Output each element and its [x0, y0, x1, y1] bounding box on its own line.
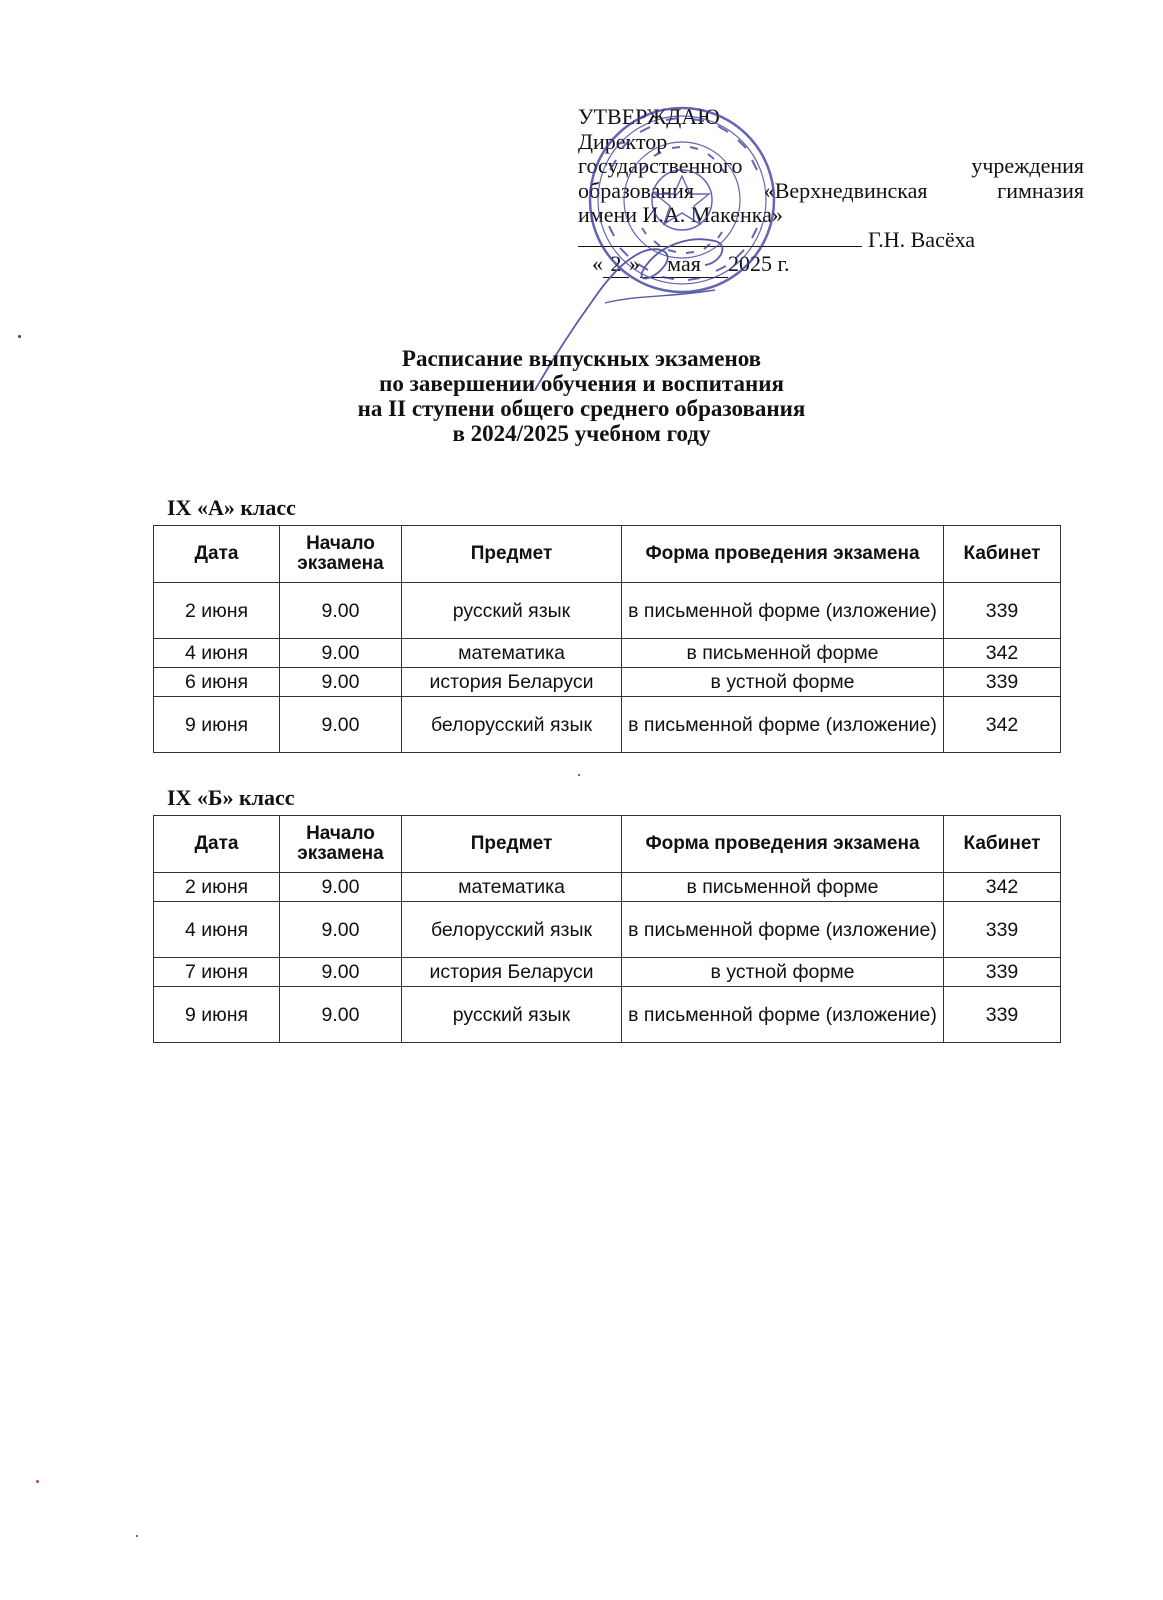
column-header-date: Дата [154, 816, 280, 873]
cell-room: 339 [944, 902, 1061, 958]
table-row [154, 697, 1061, 753]
table-header-row [154, 526, 1061, 583]
cell-subject: история Беларуси [402, 668, 622, 697]
cell-room: 342 [944, 697, 1061, 753]
cell-form: в устной форме [622, 668, 944, 697]
cell-date: 4 июня [154, 639, 280, 668]
cell-date: 6 июня [154, 668, 280, 697]
table-row [154, 873, 1061, 902]
column-header-start: Начало экзамена [280, 816, 402, 873]
cell-subject: русский язык [402, 583, 622, 639]
cell-room: 339 [944, 987, 1061, 1043]
cell-form: в устной форме [622, 958, 944, 987]
institution-line-3: имени И.А. Макенка» [578, 202, 783, 227]
cell-start: 9.00 [280, 639, 402, 668]
cell-form: в письменной форме [622, 639, 944, 668]
class-a-heading: IX «А» класс [167, 495, 296, 520]
scan-speck [36, 1480, 39, 1483]
column-header-subject: Предмет [402, 816, 622, 873]
cell-subject: белорусский язык [402, 697, 622, 753]
cell-room: 342 [944, 639, 1061, 668]
cell-subject: история Беларуси [402, 958, 622, 987]
approval-date: « 2 » мая 2025 г. [592, 251, 790, 276]
approve-label: УТВЕРЖДАЮ [578, 104, 720, 129]
cell-start: 9.00 [280, 697, 402, 753]
date-year: 2025 г. [728, 251, 790, 276]
title-line-3: на II ступени общего среднего образования [357, 396, 806, 421]
title-line-4: в 2024/2025 учебном году [452, 421, 711, 446]
cell-subject: математика [402, 873, 622, 902]
cell-start: 9.00 [280, 583, 402, 639]
director-position: Директор [578, 128, 668, 154]
table-row [154, 668, 1061, 697]
table-row [154, 987, 1061, 1043]
cell-date: 4 июня [154, 902, 280, 958]
cell-subject: белорусский язык [402, 902, 622, 958]
class-a-schedule-table [153, 525, 1061, 753]
director-name: Г.Н. Васёха [868, 226, 976, 252]
table-row [154, 958, 1061, 987]
cell-start: 9.00 [280, 958, 402, 987]
class-b-schedule-table [153, 815, 1061, 1043]
cell-subject: русский язык [402, 987, 622, 1043]
table-row [154, 902, 1061, 958]
cell-room: 339 [944, 958, 1061, 987]
institution-line-2: образования «Верхнедвинская гимназия [578, 177, 1085, 203]
title-line-2: по завершении обучения и воспитания [379, 371, 784, 396]
cell-room: 339 [944, 668, 1061, 697]
column-header-form: Форма проведения экзамена [622, 526, 944, 583]
cell-form: в письменной форме (изложение) [622, 697, 944, 753]
cell-form: в письменной форме (изложение) [622, 583, 944, 639]
scan-speck [136, 1535, 138, 1537]
cell-date: 2 июня [154, 873, 280, 902]
scan-speck [18, 335, 21, 338]
cell-room: 342 [944, 873, 1061, 902]
cell-date: 7 июня [154, 958, 280, 987]
cell-date: 2 июня [154, 583, 280, 639]
cell-start: 9.00 [280, 987, 402, 1043]
cell-date: 9 июня [154, 697, 280, 753]
date-day: 2 [603, 252, 629, 278]
table-row [154, 583, 1061, 639]
cell-room: 339 [944, 583, 1061, 639]
date-month: мая [640, 252, 728, 278]
class-b-heading: IX «Б» класс [167, 785, 295, 810]
scan-speck [578, 774, 580, 776]
cell-form: в письменной форме (изложение) [622, 902, 944, 958]
title-line-1: Расписание выпускных экзаменов [401, 346, 762, 371]
cell-start: 9.00 [280, 668, 402, 697]
table-header-row [154, 816, 1061, 873]
column-header-room: Кабинет [944, 526, 1061, 583]
column-header-date: Дата [154, 526, 280, 583]
cell-form: в письменной форме [622, 873, 944, 902]
cell-start: 9.00 [280, 902, 402, 958]
column-header-start: Начало экзамена [280, 526, 402, 583]
cell-subject: математика [402, 639, 622, 668]
column-header-room: Кабинет [944, 816, 1061, 873]
column-header-subject: Предмет [402, 526, 622, 583]
cell-date: 9 июня [154, 987, 280, 1043]
document-title [0, 346, 1163, 446]
column-header-form: Форма проведения экзамена [622, 816, 944, 873]
table-row [154, 639, 1061, 668]
institution-line-1: государственного учреждения [578, 153, 1084, 178]
cell-form: в письменной форме (изложение) [622, 987, 944, 1043]
cell-start: 9.00 [280, 873, 402, 902]
